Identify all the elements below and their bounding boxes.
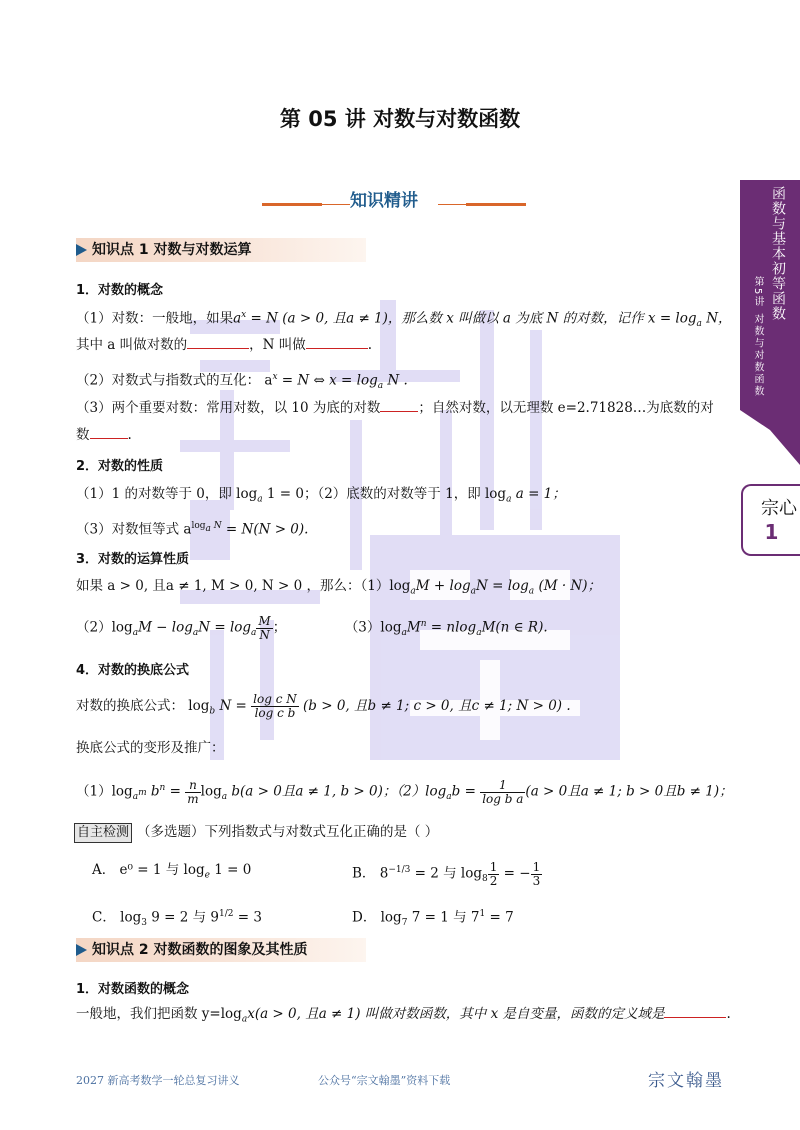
page-title: 第 05 讲 对数与对数函数 xyxy=(279,107,521,131)
text-line: 如果 a > 0, 且a ≠ 1, M > 0, N > 0 ，那么：$(1)\log_aM + \log_aN = \log_a (M \cdot N)$； xyxy=(76,578,601,597)
fill-blank[interactable] xyxy=(90,425,128,439)
side-tab-title: 函数与基本初等函数 xyxy=(770,186,786,321)
text-line: （2）对数式与指数式的互化： $a^x = N$ ⇔ $x = \log_a N$ . xyxy=(76,372,408,392)
option-c[interactable]: C． $\log_3 9 = 2$ 与 $9^{1/2} = 3$ xyxy=(92,909,262,929)
section-heading: 1．对数函数的概念 xyxy=(76,982,190,997)
section-banner xyxy=(262,186,526,216)
option-b[interactable]: B． $8^{-1/3} = 2$ 与 $\log_8$ $\frac{1}{2}$ = − $\frac{1}{3}$ xyxy=(352,859,541,888)
page-logo: 宗心 xyxy=(761,498,797,519)
side-tab-subtitle: 第5讲 对数与对数函数 xyxy=(752,276,763,398)
fill-blank[interactable] xyxy=(187,335,249,349)
triangle-bullet-icon xyxy=(76,244,87,256)
section-heading: 2．对数的性质 xyxy=(76,459,164,474)
footer-left: 2027 新高考数学一轮总复习讲义 xyxy=(76,1074,240,1087)
option-d[interactable]: D． $\log_7 7 = 1$ 与 $7^1 = 7$ xyxy=(352,909,514,929)
footer-logo: 宗文翰墨 xyxy=(648,1071,724,1091)
knowledge-point-1-label: 知识点 1 对数与对数运算 xyxy=(92,242,252,258)
section-heading: 1．对数的概念 xyxy=(76,283,164,298)
text-line: 数 . xyxy=(76,427,132,443)
section-heading: 3．对数的运算性质 xyxy=(76,552,190,567)
text-line: （1）1 的对数等于 0，即 $\log_a 1 = 0$；（2）底数的对数等于 1，即 $\log_a a = 1$； xyxy=(76,486,566,505)
self-check-tag: 自主检测 xyxy=(74,823,132,843)
fill-blank[interactable] xyxy=(380,398,418,412)
knowledge-point-1-header xyxy=(76,238,366,262)
text-line: （1）对数：一般地，如果$a^x = N$ (a > 0, 且a ≠ 1)，那么数 x 叫做以 a 为底 N 的对数，记作 $x = \log_a N$， xyxy=(76,310,732,330)
page-number: 1 xyxy=(764,520,779,544)
page-number-box xyxy=(741,484,800,556)
text-line: （3）对数恒等式 $a^{log_a N} = N(N > 0)$. xyxy=(76,521,309,538)
footer-middle: 公众号“宗文翰墨”资料下载 xyxy=(318,1074,451,1087)
section-heading: 4．对数的换底公式 xyxy=(76,663,190,678)
text-line: 对数的换底公式： $\log_b N$ = $\frac{\text{log c N}}{\text{log c b}}$ (b > 0, 且b ≠ 1; c > 0, 且c ≠ 1; N > 0) . xyxy=(76,692,571,720)
fill-blank[interactable] xyxy=(306,335,368,349)
fill-blank[interactable] xyxy=(664,1004,726,1018)
knowledge-point-2-header xyxy=(76,938,366,962)
triangle-bullet-icon xyxy=(76,944,87,956)
side-tab xyxy=(740,180,800,465)
text-line: $(1)\log_{a^m}$ $b^n$ = $\frac{n}{m}$ $\log_a b(a > 0$且a ≠ 1, b > 0)；$(2)\log_ab$ = $\frac{1}{\text{log b a}}$ (a > 0且a ≠ 1; b > 0且b ≠ 1)； xyxy=(76,777,733,806)
banner-text: 知识精讲 xyxy=(350,191,418,211)
text-line: 换底公式的变形及推广： xyxy=(76,740,225,756)
text-line: （3）两个重要对数：常用对数，以 10 为底的对数 ；自然对数，以无理数 e=2.71828…为底数的对 xyxy=(76,400,714,416)
text-line: 其中 a 叫做对数的 ，N 叫做 . xyxy=(76,337,373,353)
question-text: （多选题）下列指数式与对数式互化正确的是（ ） xyxy=(137,824,439,840)
text-line: 一般地，我们把函数 $y=\log_ax(a > 0$, 且a ≠ 1) 叫做对数函数，其中 x 是自变量，函数的定义域是 . xyxy=(76,1006,731,1025)
text-line: $(2)\log_aM - \log_aN = \log_a$ $\frac{M}{N}$ ； $(3)\log_aM^n = nlog_aM(n$ ∈ R). xyxy=(76,613,548,642)
knowledge-point-2-label: 知识点 2 对数函数的图象及其性质 xyxy=(92,942,308,958)
option-a[interactable]: A． e⁰ = 1 与 $\log_e 1 = 0$ xyxy=(92,862,252,881)
